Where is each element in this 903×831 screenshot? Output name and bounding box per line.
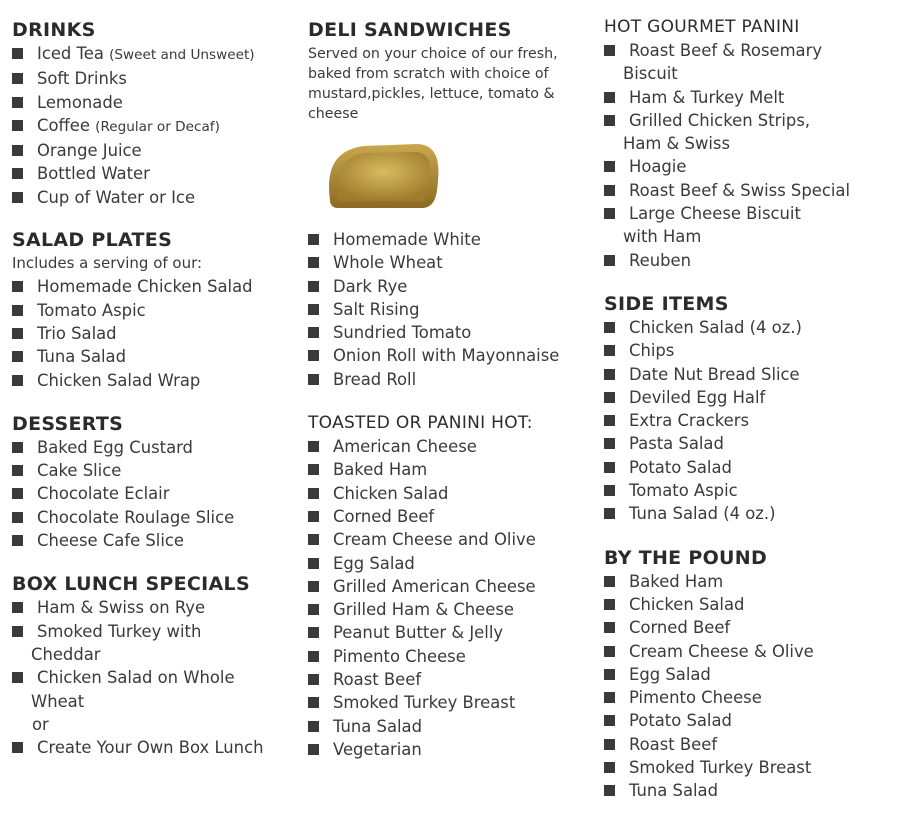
list-item: Tuna Salad <box>308 715 598 738</box>
square-bullet-icon <box>308 511 319 522</box>
list-item: Roast Beef <box>308 668 598 691</box>
list-item: Lemonade <box>12 91 302 114</box>
list-item: Extra Crackers <box>604 409 899 432</box>
salad-plates-list <box>12 275 302 391</box>
square-bullet-icon <box>12 742 23 753</box>
square-bullet-icon <box>308 674 319 685</box>
list-item: Dark Rye <box>308 275 598 298</box>
list-item: Tomato Aspic <box>604 479 899 502</box>
square-bullet-icon <box>604 415 615 426</box>
square-bullet-icon <box>308 374 319 385</box>
square-bullet-icon <box>604 646 615 657</box>
square-bullet-icon <box>604 485 615 496</box>
list-item: Roast Beef & Rosemary Biscuit <box>604 39 899 86</box>
drinks-list <box>12 42 302 209</box>
desserts-list <box>12 436 302 552</box>
square-bullet-icon <box>604 345 615 356</box>
list-item: Vegetarian <box>308 738 598 761</box>
list-item: Chicken Salad on Whole Wheat <box>12 666 302 713</box>
box-lunch-list-extra <box>12 736 302 759</box>
list-item: Homemade Chicken Salad <box>12 275 302 298</box>
square-bullet-icon <box>308 651 319 662</box>
square-bullet-icon <box>12 73 23 84</box>
list-item: Salt Rising <box>308 298 598 321</box>
list-item: Peanut Butter & Jelly <box>308 621 598 644</box>
by-the-pound-list <box>604 570 899 803</box>
square-bullet-icon <box>604 185 615 196</box>
list-item: Tuna Salad <box>12 345 302 368</box>
list-item: Cream Cheese & Olive <box>604 640 899 663</box>
salad-plates-intro: Includes a serving of our: <box>12 254 203 273</box>
list-item: Baked Egg Custard <box>12 436 302 459</box>
square-bullet-icon <box>12 442 23 453</box>
square-bullet-icon <box>308 534 319 545</box>
list-item: Potato Salad <box>604 709 899 732</box>
list-item: Pimento Cheese <box>604 686 899 709</box>
menu-column-left <box>12 0 302 759</box>
square-bullet-icon <box>12 512 23 523</box>
square-bullet-icon <box>604 45 615 56</box>
square-bullet-icon <box>308 441 319 452</box>
square-bullet-icon <box>12 120 23 131</box>
square-bullet-icon <box>308 581 319 592</box>
list-item: Cake Slice <box>12 459 302 482</box>
square-bullet-icon <box>12 48 23 59</box>
list-item: Egg Salad <box>308 552 598 575</box>
square-bullet-icon <box>308 327 319 338</box>
square-bullet-icon <box>12 168 23 179</box>
square-bullet-icon <box>12 192 23 203</box>
list-item: Cream Cheese and Olive <box>308 528 598 551</box>
panini-heading: HOT GOURMET PANINI <box>604 17 800 37</box>
square-bullet-icon <box>604 438 615 449</box>
square-bullet-icon <box>308 257 319 268</box>
square-bullet-icon <box>604 369 615 380</box>
list-item: Onion Roll with Mayonnaise <box>308 344 598 367</box>
square-bullet-icon <box>604 508 615 519</box>
list-item: American Cheese <box>308 435 598 458</box>
list-item: Tomato Aspic <box>12 299 302 322</box>
list-item: Chicken Salad (4 oz.) <box>604 316 899 339</box>
box-lunch-heading: BOX LUNCH SPECIALS <box>12 573 250 596</box>
list-item: Chicken Salad Wrap <box>12 369 302 392</box>
square-bullet-icon <box>604 762 615 773</box>
list-item: Chips <box>604 339 899 362</box>
square-bullet-icon <box>308 281 319 292</box>
square-bullet-icon <box>604 92 615 103</box>
square-bullet-icon <box>308 604 319 615</box>
list-item: Roast Beef & Swiss Special <box>604 179 899 202</box>
square-bullet-icon <box>604 255 615 266</box>
square-bullet-icon <box>308 464 319 475</box>
list-item: Egg Salad <box>604 663 899 686</box>
square-bullet-icon <box>12 97 23 108</box>
list-item: Large Cheese Biscuit with Ham <box>604 202 899 249</box>
list-item: Whole Wheat <box>308 251 598 274</box>
deli-heading: DELI SANDWICHES <box>308 19 512 41</box>
list-item: Corned Beef <box>604 616 899 639</box>
square-bullet-icon <box>12 535 23 546</box>
square-bullet-icon <box>12 351 23 362</box>
square-bullet-icon <box>604 669 615 680</box>
bread-image <box>308 124 598 228</box>
side-items-list <box>604 316 899 526</box>
list-item: Cup of Water or Ice <box>12 186 302 209</box>
bread-loaf-icon <box>324 140 444 212</box>
square-bullet-icon <box>12 465 23 476</box>
list-item: Tuna Salad <box>604 779 899 802</box>
list-item: Sundried Tomato <box>308 321 598 344</box>
list-item: Grilled Chicken Strips, Ham & Swiss <box>604 109 899 156</box>
list-item: Grilled Ham & Cheese <box>308 598 598 621</box>
square-bullet-icon <box>604 576 615 587</box>
square-bullet-icon <box>604 208 615 219</box>
list-item: Pasta Salad <box>604 432 899 455</box>
menu-column-right <box>604 0 899 803</box>
square-bullet-icon <box>308 488 319 499</box>
desserts-heading: DESSERTS <box>12 412 124 435</box>
list-item: Baked Ham <box>604 570 899 593</box>
list-item: Reuben <box>604 249 899 272</box>
square-bullet-icon <box>604 785 615 796</box>
list-item: Hoagie <box>604 155 899 178</box>
square-bullet-icon <box>604 462 615 473</box>
list-item: Ham & Swiss on Rye <box>12 596 302 619</box>
list-item: Roast Beef <box>604 733 899 756</box>
square-bullet-icon <box>308 304 319 315</box>
list-item: Smoked Turkey with Cheddar <box>12 620 302 667</box>
panini-list <box>604 39 899 272</box>
list-item: Pimento Cheese <box>308 645 598 668</box>
square-bullet-icon <box>308 234 319 245</box>
square-bullet-icon <box>12 375 23 386</box>
square-bullet-icon <box>308 721 319 732</box>
list-item: Chicken Salad <box>604 593 899 616</box>
by-the-pound-heading: BY THE POUND <box>604 546 768 569</box>
square-bullet-icon <box>604 115 615 126</box>
list-item: Bread Roll <box>308 368 598 391</box>
square-bullet-icon <box>308 697 319 708</box>
or-separator: or <box>32 714 49 734</box>
square-bullet-icon <box>12 626 23 637</box>
square-bullet-icon <box>604 161 615 172</box>
list-item: Tuna Salad (4 oz.) <box>604 502 899 525</box>
list-item: Soft Drinks <box>12 67 302 90</box>
list-item: Homemade White <box>308 228 598 251</box>
list-item: Chocolate Eclair <box>12 482 302 505</box>
list-item: Cheese Cafe Slice <box>12 529 302 552</box>
square-bullet-icon <box>604 692 615 703</box>
list-item: Chicken Salad <box>308 482 598 505</box>
square-bullet-icon <box>604 739 615 750</box>
square-bullet-icon <box>12 602 23 613</box>
list-item: Date Nut Bread Slice <box>604 363 899 386</box>
list-item: Coffee (Regular or Decaf) <box>12 114 302 139</box>
square-bullet-icon <box>308 744 319 755</box>
side-items-heading: SIDE ITEMS <box>604 292 729 315</box>
list-item: Corned Beef <box>308 505 598 528</box>
list-item: Iced Tea (Sweet and Unsweet) <box>12 42 302 67</box>
list-item: Potato Salad <box>604 456 899 479</box>
list-item: Smoked Turkey Breast <box>604 756 899 779</box>
bread-list <box>308 228 598 391</box>
square-bullet-icon <box>604 392 615 403</box>
square-bullet-icon <box>308 627 319 638</box>
square-bullet-icon <box>12 488 23 499</box>
square-bullet-icon <box>604 715 615 726</box>
list-item: Deviled Egg Half <box>604 386 899 409</box>
square-bullet-icon <box>12 328 23 339</box>
toasted-list <box>308 435 598 761</box>
deli-intro: Served on your choice of our fresh, baked from scratch with choice of mustard,pickles, lettuce, tomato & cheese <box>308 46 558 122</box>
list-item: Orange Juice <box>12 139 302 162</box>
square-bullet-icon <box>308 350 319 361</box>
list-item: Chocolate Roulage Slice <box>12 506 302 529</box>
toasted-heading: TOASTED OR PANINI HOT: <box>308 413 533 434</box>
menu-column-middle <box>308 0 598 761</box>
list-item: Baked Ham <box>308 458 598 481</box>
drinks-heading: DRINKS <box>12 19 96 41</box>
square-bullet-icon <box>12 281 23 292</box>
square-bullet-icon <box>604 322 615 333</box>
list-item: Grilled American Cheese <box>308 575 598 598</box>
salad-plates-heading: SALAD PLATES <box>12 229 173 252</box>
square-bullet-icon <box>12 672 23 683</box>
square-bullet-icon <box>604 599 615 610</box>
list-item: Trio Salad <box>12 322 302 345</box>
box-lunch-list <box>12 596 302 712</box>
list-item: Ham & Turkey Melt <box>604 86 899 109</box>
square-bullet-icon <box>12 305 23 316</box>
square-bullet-icon <box>12 145 23 156</box>
square-bullet-icon <box>308 558 319 569</box>
list-item: Bottled Water <box>12 162 302 185</box>
list-item: Smoked Turkey Breast <box>308 691 598 714</box>
list-item: Create Your Own Box Lunch <box>12 736 302 759</box>
square-bullet-icon <box>604 622 615 633</box>
